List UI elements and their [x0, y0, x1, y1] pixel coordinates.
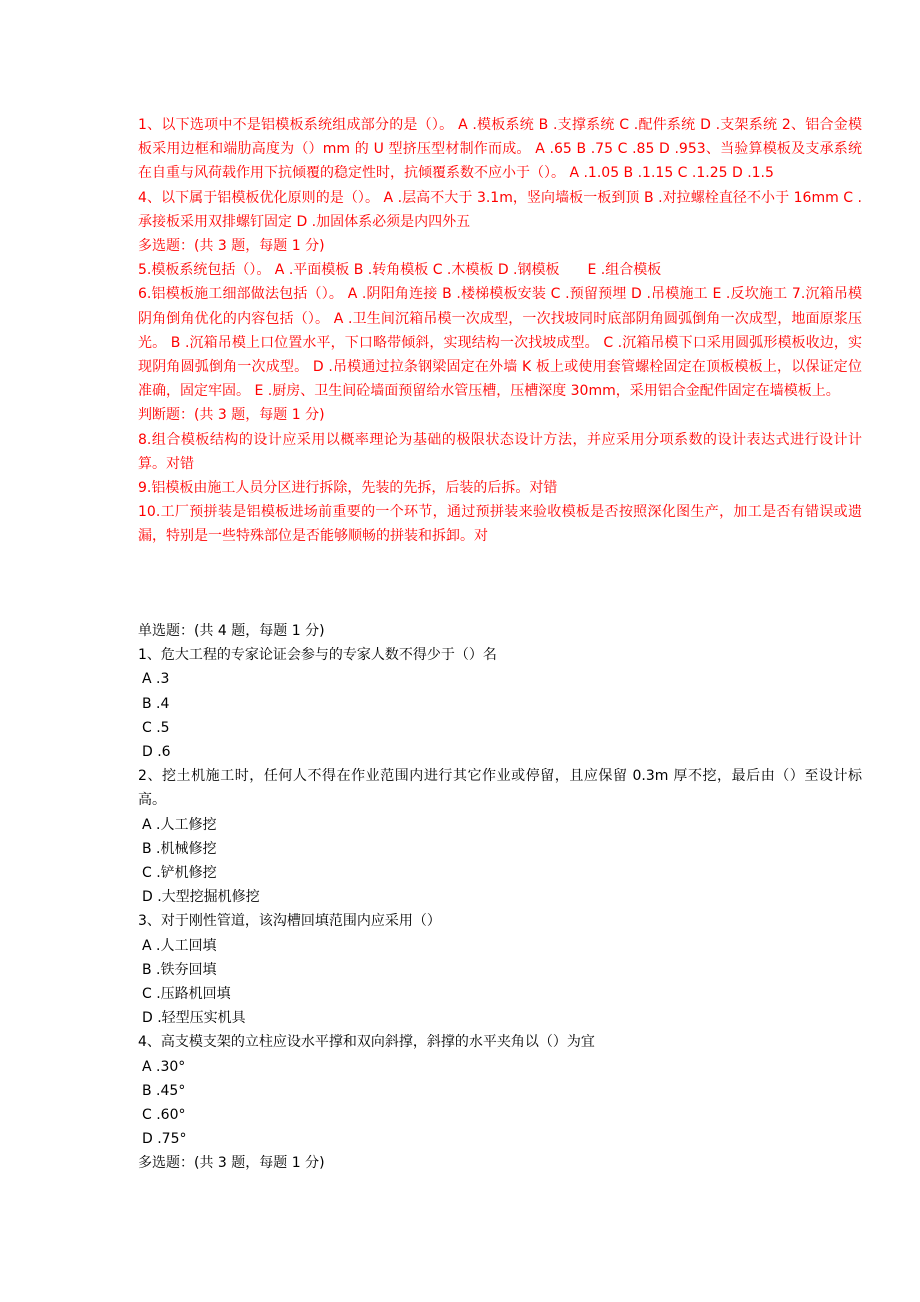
option-a: A .30° [142, 1058, 186, 1075]
question-5-paragraph: 5.模板系统包括（）。 A .平面模板 B .转角模板 C .木模板 D .钢模板 E .组合模板 [138, 262, 662, 279]
highlighted-answers-section [138, 113, 862, 549]
option-a: A .3 [142, 671, 170, 688]
option-d: D .75° [142, 1131, 187, 1148]
question-10-paragraph: 10.工厂预拼装是铝模板进场前重要的一个环节，通过预拼装来验收模板是否按照深化图生产，加工是否有错误或遗漏，特别是一些特殊部位是否能够顺畅的拼装和拆卸。对 [138, 504, 862, 545]
question-6-7-paragraph: 6.铝模板施工细部做法包括（）。 A .阴阳角连接 B .楼梯模板安装 C .预留预埋 D .吊模施工 E .反坎施工 7.沉箱吊模阴角倒角优化的内容包括（）。 A .卫生间沉箱吊模一次成型，一次找坡同时底部阴角圆弧倒角一次成型，地面原浆压光。 B .沉箱吊模上口位置水平，下口略带倾斜，实现结构一次找坡成型。 C .沉箱吊模下口采用圆弧形模板收边，实现阴角圆弧倒角一次成型。 D .吊模通过拉条钢梁固定在外墙 K 板上或使用套管螺栓固定在顶板模板上，以保证定位准确，固定牢固。 E .厨房、卫生间砼墙面预留给水管压槽，压槽深度 30mm，采用铝合金配件固定在墙模板上。 [138, 286, 862, 400]
question-text: 4、高支模支架的立柱应设水平撑和双向斜撑，斜撑的水平夹角以（）为宜 [138, 1034, 595, 1051]
option-d: D .大型挖掘机修挖 [142, 889, 260, 906]
question-text: 2、挖土机施工时，任何人不得在作业范围内进行其它作业或停留，且应保留 0.3m 厚不挖，最后由（）至设计标高。 [138, 768, 862, 809]
option-c: C .5 [142, 719, 170, 736]
option-d: D .6 [142, 744, 171, 761]
question-4-paragraph: 4、以下属于铝模板优化原则的是（）。 A .层高不大于 3.1m，竖向墙板一板到顶 B .对拉螺栓直径不小于 16mm C .承接板采用双排螺钉固定 D .加固体系必须是内四外五 [138, 189, 862, 230]
multi-choice-heading: 多选题：(共 3 题，每题 1 分) [138, 1155, 325, 1172]
question-section [138, 619, 862, 1176]
option-c: C .60° [142, 1107, 186, 1124]
multi-choice-heading: 多选题：(共 3 题，每题 1 分) [138, 238, 325, 255]
option-c: C .压路机回填 [142, 986, 231, 1003]
judgement-heading: 判断题：(共 3 题，每题 1 分) [138, 407, 325, 424]
single-choice-heading: 单选题：(共 4 题，每题 1 分) [138, 623, 325, 639]
question-8-paragraph: 8.组合模板结构的设计应采用以概率理论为基础的极限状态设计方法，并应采用分项系数的设计表达式进行设计计算。对错 [138, 431, 862, 472]
question-text: 1、危大工程的专家论证会参与的专家人数不得少于（）名 [138, 647, 497, 664]
question-1-3-paragraph: 1、以下选项中不是铝模板系统组成部分的是（）。 A .模板系统 B .支撑系统 C .配件系统 D .支架系统 2、铝合金模板采用边框和端肋高度为（）mm 的 U 型挤压型材制作而成。 A .65 B .75 C .85 D .953、当验算模板及支承系统在自重与风荷载作用下抗倾覆的稳定性时，抗倾覆系数不应小于（）。 A .1.05 B .1.15 C .1.25 D .1.5 [138, 117, 862, 182]
option-c: C .铲机修挖 [142, 865, 217, 882]
option-b: B .45° [142, 1082, 186, 1099]
option-b: B .4 [142, 695, 170, 712]
option-b: B .铁夯回填 [142, 961, 217, 978]
option-a: A .人工回填 [142, 937, 217, 954]
question-9-paragraph: 9.铝模板由施工人员分区进行拆除，先装的先拆，后装的后拆。对错 [138, 480, 558, 497]
question-text: 3、对于刚性管道，该沟槽回填范围内应采用（） [138, 913, 441, 930]
option-d: D .轻型压实机具 [142, 1010, 246, 1027]
option-a: A .人工修挖 [142, 816, 217, 833]
option-b: B .机械修挖 [142, 840, 217, 857]
